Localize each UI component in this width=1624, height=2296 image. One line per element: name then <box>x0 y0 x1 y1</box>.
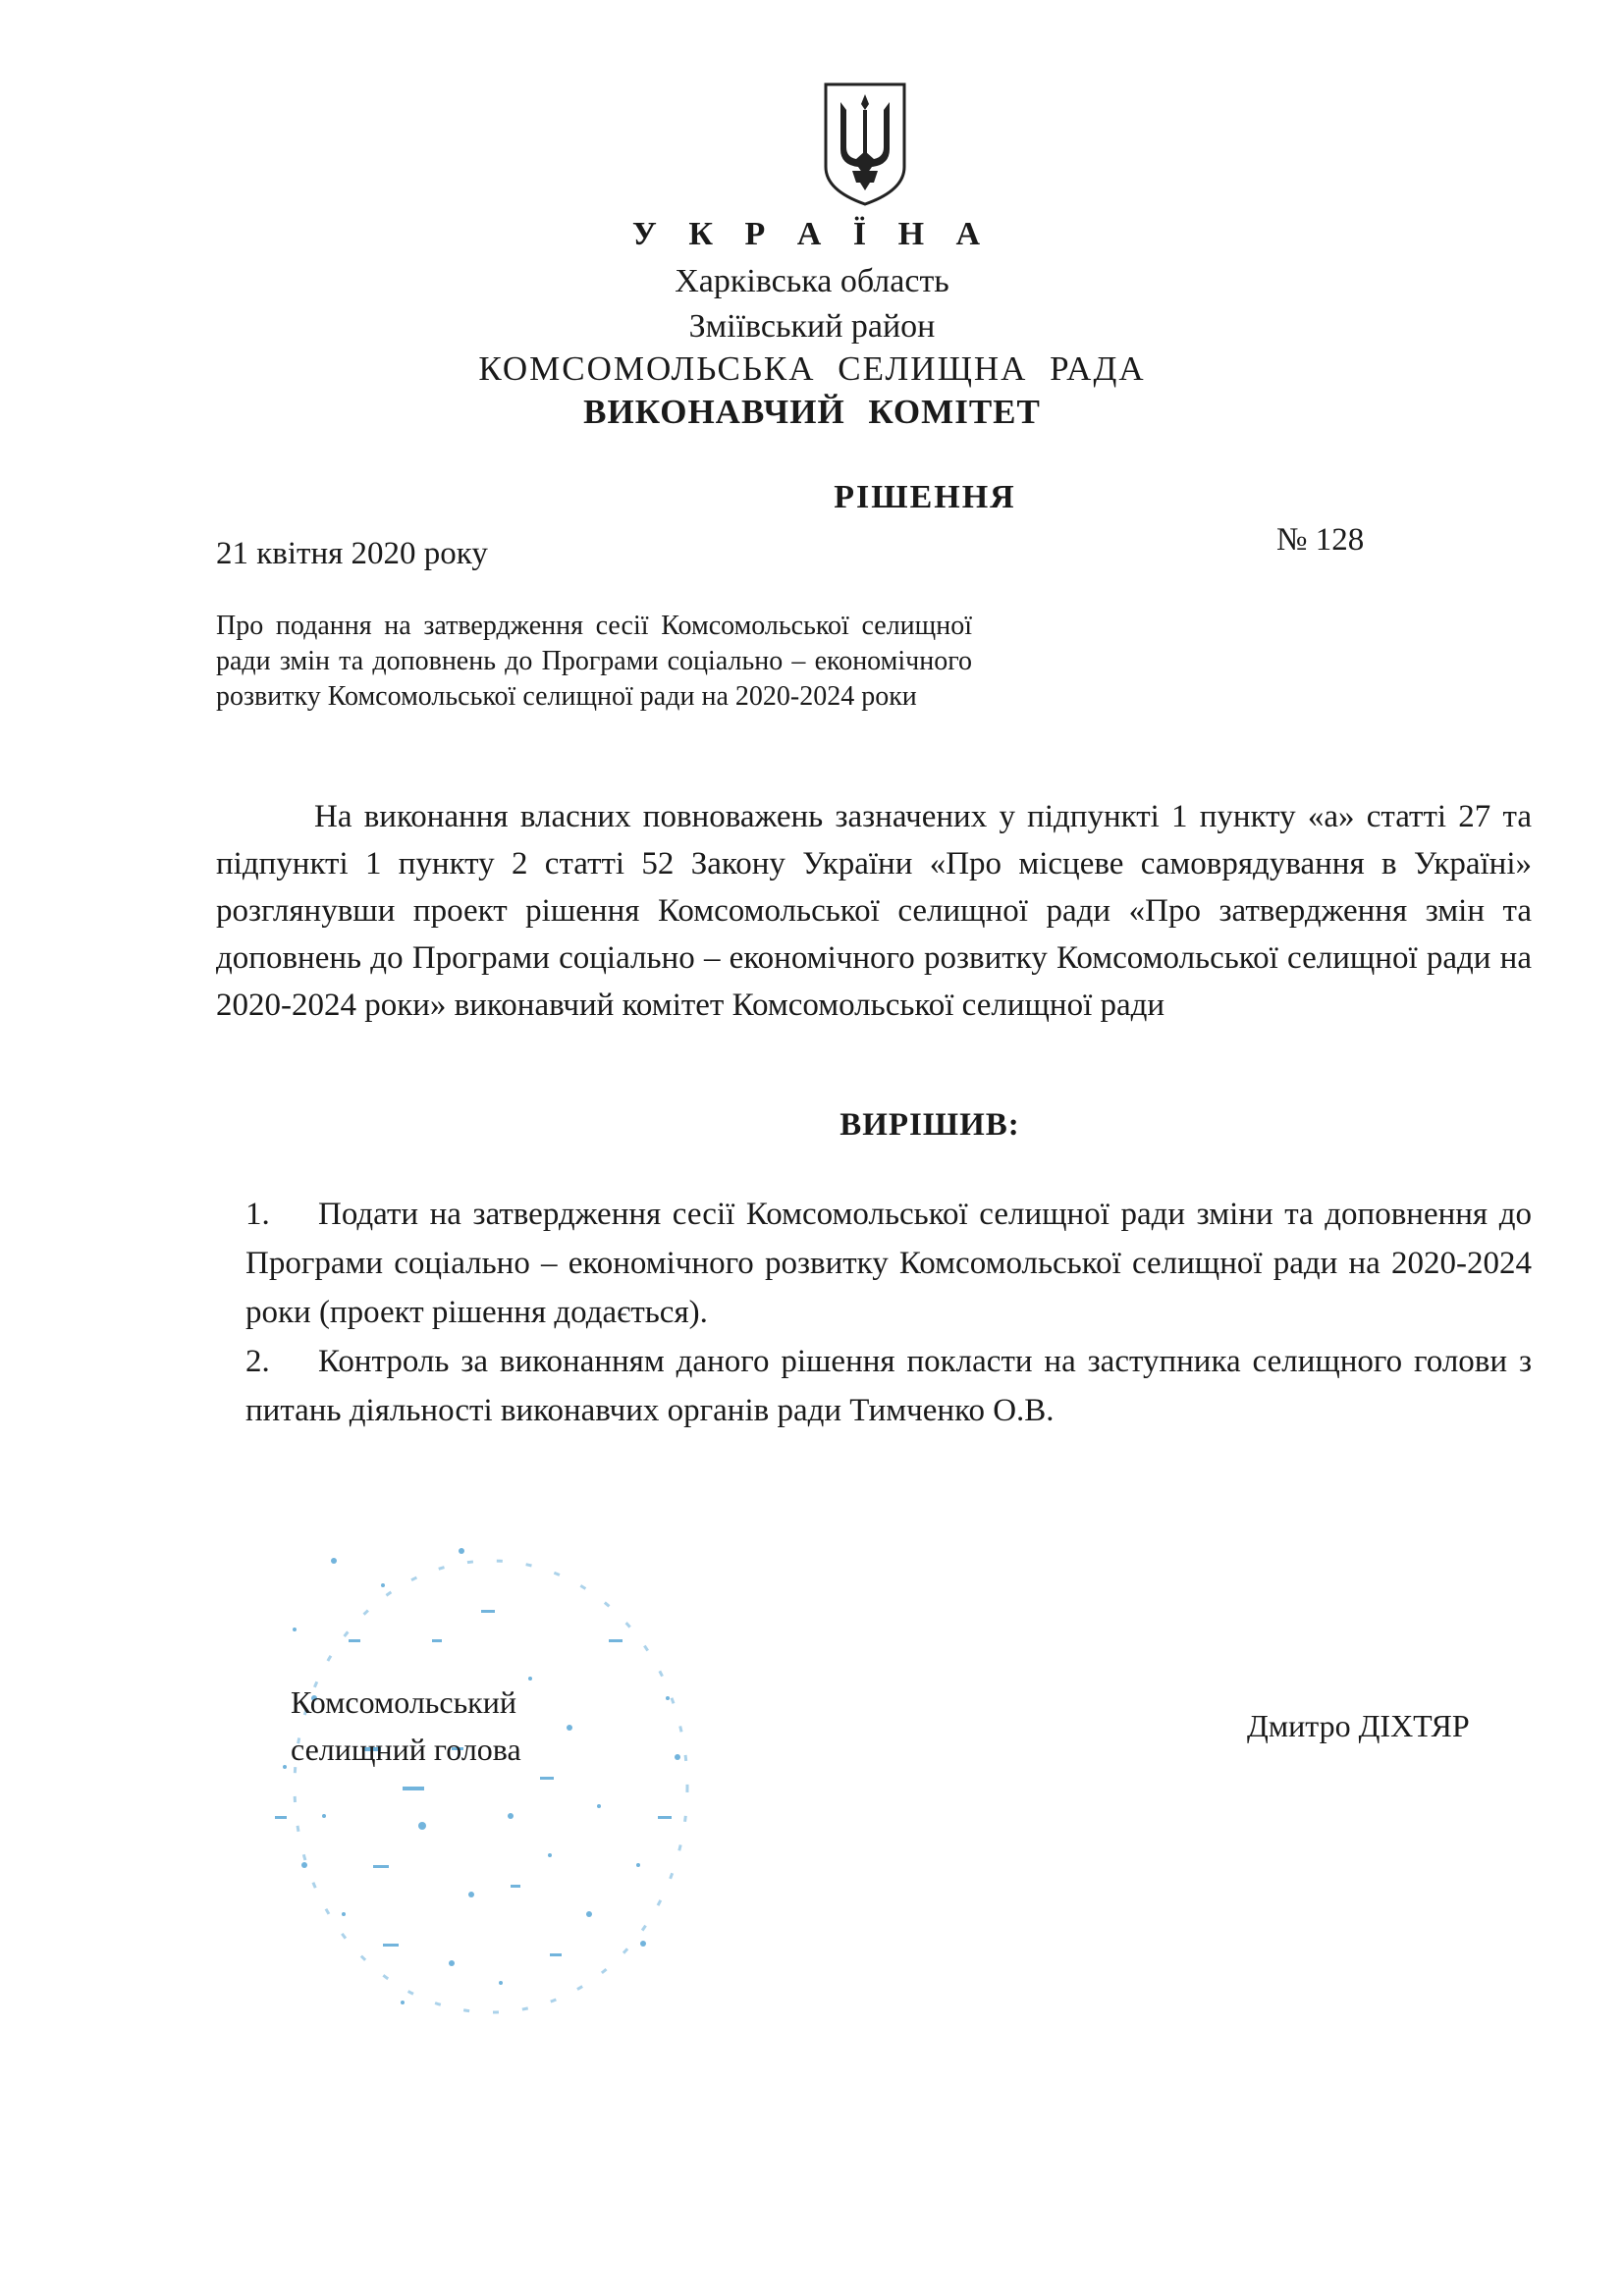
item-number: 1. <box>245 1197 270 1232</box>
item-text: Подати на затвердження сесії Комсомольської селищної ради зміни та доповнення до Програми соціально – економічного розвитку Комсомольської селищної ради на 2020-2024 роки (проект рішення додається). <box>245 1197 1532 1330</box>
list-item <box>245 1190 1532 1337</box>
decided-heading: ВИРІШИВ: <box>839 1107 1020 1143</box>
list-item <box>245 1337 1532 1435</box>
document-date: 21 квітня 2020 року <box>216 536 488 571</box>
preamble-paragraph: На виконання власних повноважень зазначених у підпункті 1 пункту «а» статті 27 та підпункті 1 пункту 2 статті 52 Закону України «Про місцеве самоврядування в Україні» розглянувши проект рішення Комсомольської селищної ради «Про затвердження змін та доповнень до Програми соціально – економічного розвитку Комсомольської селищної ради на 2020-2024 роки» виконавчий комітет Комсомольської селищної ради <box>216 799 1532 1023</box>
council-name: КОМСОМОЛЬСЬКА СЕЛИЩНА РАДА <box>478 349 1146 388</box>
item-number: 2. <box>245 1344 270 1379</box>
document-number: № 128 <box>1276 522 1365 558</box>
signatory-name: Дмитро ДІХТЯР <box>1247 1708 1470 1743</box>
committee-name: ВИКОНАВЧИЙ КОМІТЕТ <box>583 393 1041 431</box>
decision-items-list <box>245 1190 1532 1435</box>
region-name: Харківська область <box>675 263 949 299</box>
signatory-position-line2: селищний голова <box>291 1732 521 1767</box>
trident-coat-of-arms-icon <box>821 80 909 208</box>
district-name: Зміївський район <box>688 308 936 345</box>
country-name: У К Р А Ї Н А <box>631 216 993 252</box>
signatory-position <box>291 1679 521 1773</box>
document-type-heading: РІШЕННЯ <box>834 479 1016 515</box>
document-subject: Про подання на затвердження сесії Комсомольської селищної ради змін та доповнень до Програми соціально – економічного розвитку Комсомольської селищної ради на 2020-2024 роки <box>216 611 972 712</box>
item-text: Контроль за виконанням даного рішення покласти на заступника селищного голови з питань діяльності виконавчих органів ради Тимченко О.В. <box>245 1344 1532 1428</box>
signatory-position-line1: Комсомольський <box>291 1684 516 1720</box>
